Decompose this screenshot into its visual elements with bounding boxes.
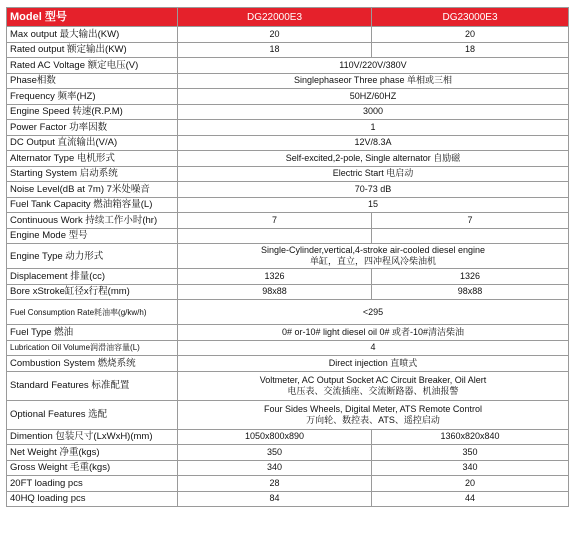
spec-value-line: Voltmeter, AC Output Socket AC Circuit Breaker, Oil Alert [259, 374, 487, 385]
spec-value [372, 228, 569, 244]
spec-label: Continuous Work 持续工作小时(hr) [7, 213, 178, 229]
spec-value [178, 400, 569, 429]
spec-row [7, 104, 569, 120]
spec-value: 15 [178, 197, 569, 213]
spec-label: 40HQ loading pcs [7, 491, 178, 507]
spec-value: 98x88 [372, 284, 569, 300]
spec-row [7, 429, 569, 445]
spec-row [7, 27, 569, 43]
spec-value: 28 [178, 476, 372, 492]
spec-value-line: 单缸，直立，四冲程风冷柴油机 [309, 256, 436, 266]
spec-value: 3000 [178, 104, 569, 120]
spec-row [7, 284, 569, 300]
spec-label: Optional Features 选配 [7, 400, 178, 429]
spec-value [178, 371, 569, 400]
spec-label: Engine Mode 型号 [7, 228, 178, 244]
spec-row [7, 228, 569, 244]
spec-value: 110V/220V/380V [178, 58, 569, 74]
spec-value: <295 [178, 300, 569, 325]
spec-label: Displacement 排量(cc) [7, 269, 178, 285]
spec-row [7, 356, 569, 372]
spec-row [7, 400, 569, 429]
spec-value: Direct injection 直喷式 [178, 356, 569, 372]
spec-label: Power Factor 功率因数 [7, 120, 178, 136]
spec-label: Combustion System 燃烧系统 [7, 356, 178, 372]
spec-label: Starting System 启动系统 [7, 166, 178, 182]
spec-row [7, 445, 569, 461]
spec-label: Alternator Type 电机形式 [7, 151, 178, 167]
generator-spec-table [6, 7, 569, 507]
spec-value: 1326 [372, 269, 569, 285]
spec-label: Max output 最大输出(KW) [7, 27, 178, 43]
spec-label: Net Weight 净重(kgs) [7, 445, 178, 461]
spec-value: 20 [372, 476, 569, 492]
spec-label: Engine Speed 转速(R.P.M) [7, 104, 178, 120]
header-row [7, 8, 569, 27]
spec-value: 84 [178, 491, 372, 507]
spec-label: Fuel Tank Capacity 燃油箱容量(L) [7, 197, 178, 213]
spec-label: Frequency 频率(HZ) [7, 89, 178, 105]
spec-row [7, 491, 569, 507]
spec-label: Standard Features 标准配置 [7, 371, 178, 400]
spec-value: 340 [178, 460, 372, 476]
spec-label: Rated AC Voltage 额定电压(V) [7, 58, 178, 74]
spec-value: 44 [372, 491, 569, 507]
spec-value: 0# or-10# light diesel oil 0# 或者-10#清洁柴油 [178, 325, 569, 341]
spec-label: Rated output 额定输出(KW) [7, 42, 178, 58]
spec-row [7, 371, 569, 400]
spec-label: Fuel Consumption Rate耗油率(g/kw/h) [7, 300, 178, 325]
spec-value: Self-excited,2-pole, Single alternator 自励磁 [178, 151, 569, 167]
spec-row [7, 213, 569, 229]
spec-row [7, 269, 569, 285]
spec-value [178, 244, 569, 269]
spec-row [7, 89, 569, 105]
spec-value: 50HZ/60HZ [178, 89, 569, 105]
spec-value: Singlephaseor Three phase 单相或三相 [178, 73, 569, 89]
spec-row [7, 182, 569, 198]
model-name: DG22000E3 [178, 8, 372, 27]
spec-label: 20FT loading pcs [7, 476, 178, 492]
spec-value-line: 电压表、交流插座、交流断路器、机油报警 [287, 385, 459, 396]
spec-row [7, 197, 569, 213]
spec-value: 20 [372, 27, 569, 43]
spec-label: Engine Type 动力形式 [7, 244, 178, 269]
spec-value: 4 [178, 340, 569, 356]
spec-label: Noise Level(dB at 7m) 7米处噪音 [7, 182, 178, 198]
spec-label: Gross Weight 毛重(kgs) [7, 460, 178, 476]
spec-value-line: Four Sides Wheels, Digital Meter, ATS Remote Control [264, 403, 482, 414]
spec-value: 18 [178, 42, 372, 58]
spec-label: Dimention 包装尺寸(LxWxH)(mm) [7, 429, 178, 445]
spec-row [7, 166, 569, 182]
spec-row [7, 120, 569, 136]
spec-value: 1326 [178, 269, 372, 285]
spec-value: 350 [178, 445, 372, 461]
spec-table-container [6, 7, 569, 507]
spec-value: 20 [178, 27, 372, 43]
spec-value: Electric Start 电启动 [178, 166, 569, 182]
spec-value: 1 [178, 120, 569, 136]
spec-value: 7 [178, 213, 372, 229]
spec-value: 1050x800x890 [178, 429, 372, 445]
spec-value: 7 [372, 213, 569, 229]
spec-row [7, 151, 569, 167]
spec-row [7, 42, 569, 58]
spec-value: 1360x820x840 [372, 429, 569, 445]
spec-value: 70-73 dB [178, 182, 569, 198]
spec-row [7, 340, 569, 356]
spec-row [7, 244, 569, 269]
spec-value-line: Single-Cylinder,vertical,4-stroke air-cooled diesel engine [260, 245, 486, 255]
spec-label: Bore xStroke缸径x行程(mm) [7, 284, 178, 300]
spec-row [7, 135, 569, 151]
spec-label: Lubrication Oil Volume润滑油容量(L) [7, 340, 178, 356]
model-name: DG23000E3 [372, 8, 569, 27]
header-label: Model 型号 [7, 8, 178, 27]
spec-value: 18 [372, 42, 569, 58]
spec-value: 340 [372, 460, 569, 476]
spec-row [7, 73, 569, 89]
spec-value [178, 228, 372, 244]
spec-row [7, 300, 569, 325]
spec-row [7, 476, 569, 492]
spec-value: 350 [372, 445, 569, 461]
spec-value: 12V/8.3A [178, 135, 569, 151]
spec-value: 98x88 [178, 284, 372, 300]
spec-label: DC Output 直流输出(V/A) [7, 135, 178, 151]
spec-label: Fuel Type 燃油 [7, 325, 178, 341]
spec-value-line: 万向轮、数控表、ATS、遥控启动 [306, 414, 440, 425]
spec-row [7, 58, 569, 74]
spec-label: Phase相数 [7, 73, 178, 89]
spec-row [7, 325, 569, 341]
spec-row [7, 460, 569, 476]
